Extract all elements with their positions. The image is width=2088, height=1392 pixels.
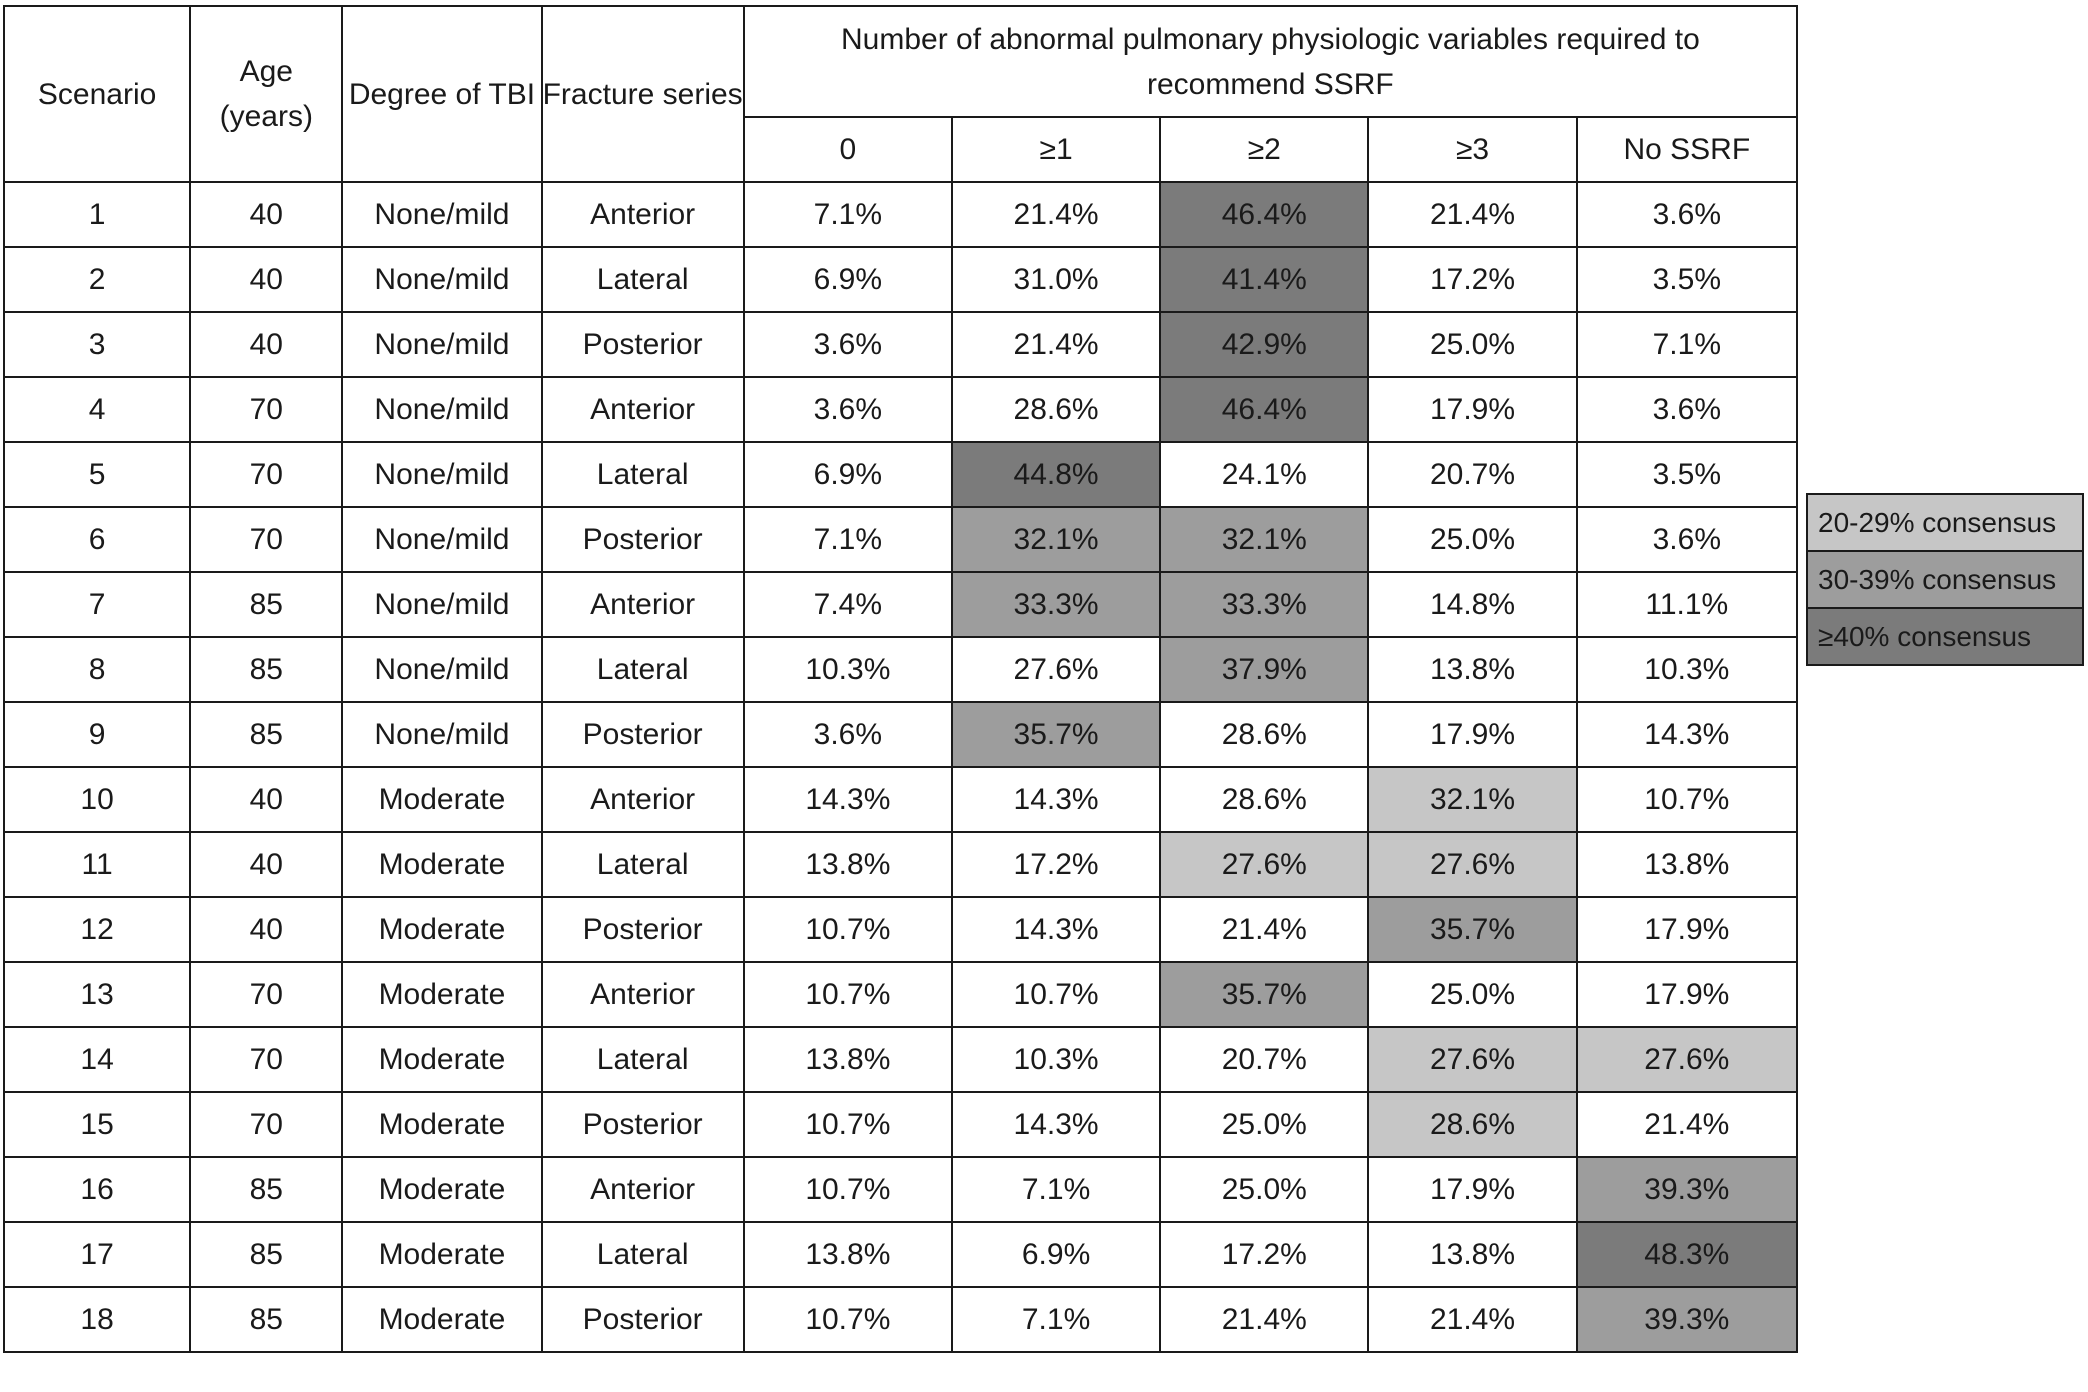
cell-tbi: None/mild [342,247,541,312]
table-row [4,1222,1797,1287]
cell-age: 85 [190,572,342,637]
cell-tbi: None/mild [342,637,541,702]
table-row [4,312,1797,377]
cell-percent: 10.7% [744,1157,952,1222]
legend-item: 20-29% consensus [1807,494,2083,551]
cell-age: 85 [190,702,342,767]
cell-percent: 10.7% [744,1287,952,1352]
cell-scenario: 14 [4,1027,190,1092]
legend-row [1807,608,2083,665]
cell-percent: 17.2% [952,832,1160,897]
table-row [4,1027,1797,1092]
cell-percent: 14.8% [1368,572,1576,637]
cell-age: 85 [190,1157,342,1222]
cell-percent: 10.7% [1577,767,1797,832]
table-row [4,897,1797,962]
cell-percent: 17.9% [1368,702,1576,767]
cell-percent: 7.1% [1577,312,1797,377]
cell-scenario: 18 [4,1287,190,1352]
cell-percent: 13.8% [744,832,952,897]
cell-percent: 13.8% [744,1027,952,1092]
cell-percent: 6.9% [744,247,952,312]
cell-scenario: 5 [4,442,190,507]
cell-scenario: 3 [4,312,190,377]
cell-scenario: 4 [4,377,190,442]
cell-fracture: Anterior [542,182,744,247]
cell-fracture: Posterior [542,312,744,377]
cell-scenario: 15 [4,1092,190,1157]
cell-percent: 25.0% [1368,962,1576,1027]
cell-age: 85 [190,637,342,702]
table-row [4,962,1797,1027]
cell-percent: 3.6% [744,702,952,767]
cell-age: 40 [190,247,342,312]
cell-scenario: 13 [4,962,190,1027]
cell-percent: 33.3% [1160,572,1368,637]
cell-percent: 46.4% [1160,182,1368,247]
header-group: Number of abnormal pulmonary physiologic variables required to recommend SSRF [744,6,1797,117]
table-row [4,1287,1797,1352]
cell-percent: 3.6% [744,312,952,377]
cell-percent: 3.5% [1577,442,1797,507]
cell-percent: 3.6% [1577,182,1797,247]
cell-scenario: 1 [4,182,190,247]
cell-percent: 13.8% [1577,832,1797,897]
table-row [4,702,1797,767]
header-tbi: Degree of TBI [342,6,541,182]
cell-tbi: None/mild [342,572,541,637]
legend [1806,493,2084,666]
cell-percent: 31.0% [952,247,1160,312]
header-scenario: Scenario [4,6,190,182]
cell-percent: 21.4% [952,312,1160,377]
cell-fracture: Lateral [542,637,744,702]
cell-percent: 7.1% [952,1157,1160,1222]
cell-percent: 33.3% [952,572,1160,637]
cell-percent: 10.3% [1577,637,1797,702]
cell-percent: 13.8% [1368,637,1576,702]
cell-age: 70 [190,442,342,507]
cell-fracture: Lateral [542,442,744,507]
cell-percent: 21.4% [1160,897,1368,962]
cell-age: 40 [190,312,342,377]
cell-tbi: Moderate [342,962,541,1027]
cell-percent: 14.3% [952,767,1160,832]
legend-item: ≥40% consensus [1807,608,2083,665]
cell-tbi: Moderate [342,1287,541,1352]
consensus-table [3,5,1798,1353]
cell-percent: 39.3% [1577,1287,1797,1352]
cell-fracture: Lateral [542,1222,744,1287]
cell-percent: 14.3% [744,767,952,832]
cell-percent: 39.3% [1577,1157,1797,1222]
cell-percent: 17.9% [1577,897,1797,962]
cell-percent: 3.5% [1577,247,1797,312]
cell-fracture: Anterior [542,1157,744,1222]
cell-percent: 35.7% [952,702,1160,767]
cell-tbi: None/mild [342,507,541,572]
table-row [4,1092,1797,1157]
cell-percent: 21.4% [1160,1287,1368,1352]
cell-percent: 28.6% [1160,767,1368,832]
cell-percent: 32.1% [952,507,1160,572]
cell-scenario: 8 [4,637,190,702]
table-row [4,832,1797,897]
cell-percent: 25.0% [1368,312,1576,377]
cell-fracture: Anterior [542,377,744,442]
table-row [4,507,1797,572]
cell-percent: 25.0% [1368,507,1576,572]
cell-percent: 6.9% [952,1222,1160,1287]
cell-scenario: 10 [4,767,190,832]
cell-percent: 3.6% [1577,507,1797,572]
cell-percent: 11.1% [1577,572,1797,637]
cell-percent: 13.8% [744,1222,952,1287]
cell-percent: 42.9% [1160,312,1368,377]
table-row [4,767,1797,832]
cell-age: 40 [190,767,342,832]
cell-percent: 17.9% [1368,1157,1576,1222]
cell-fracture: Anterior [542,962,744,1027]
cell-percent: 10.7% [744,962,952,1027]
cell-tbi: None/mild [342,442,541,507]
cell-tbi: None/mild [342,702,541,767]
table-body [4,182,1797,1352]
cell-percent: 14.3% [1577,702,1797,767]
cell-fracture: Posterior [542,507,744,572]
cell-age: 70 [190,1027,342,1092]
header-sub-4: No SSRF [1577,117,1797,182]
cell-percent: 46.4% [1160,377,1368,442]
cell-percent: 27.6% [952,637,1160,702]
cell-percent: 17.2% [1160,1222,1368,1287]
header-fracture: Fracture series [542,6,744,182]
cell-percent: 32.1% [1160,507,1368,572]
cell-percent: 35.7% [1160,962,1368,1027]
cell-percent: 20.7% [1160,1027,1368,1092]
cell-tbi: Moderate [342,832,541,897]
cell-fracture: Anterior [542,767,744,832]
cell-fracture: Posterior [542,1092,744,1157]
cell-percent: 7.4% [744,572,952,637]
cell-fracture: Lateral [542,832,744,897]
cell-percent: 13.8% [1368,1222,1576,1287]
cell-scenario: 2 [4,247,190,312]
cell-scenario: 9 [4,702,190,767]
cell-percent: 20.7% [1368,442,1576,507]
cell-percent: 17.9% [1368,377,1576,442]
legend-row [1807,494,2083,551]
cell-percent: 21.4% [1368,1287,1576,1352]
cell-percent: 24.1% [1160,442,1368,507]
cell-tbi: Moderate [342,767,541,832]
cell-percent: 7.1% [952,1287,1160,1352]
cell-scenario: 12 [4,897,190,962]
header-sub-0: 0 [744,117,952,182]
cell-percent: 7.1% [744,182,952,247]
cell-percent: 41.4% [1160,247,1368,312]
table-row [4,377,1797,442]
table-row [4,572,1797,637]
cell-scenario: 16 [4,1157,190,1222]
cell-percent: 10.7% [744,1092,952,1157]
header-sub-3: ≥3 [1368,117,1576,182]
cell-percent: 17.2% [1368,247,1576,312]
cell-scenario: 11 [4,832,190,897]
cell-percent: 17.9% [1577,962,1797,1027]
cell-scenario: 7 [4,572,190,637]
cell-percent: 44.8% [952,442,1160,507]
cell-percent: 10.3% [952,1027,1160,1092]
cell-percent: 27.6% [1368,1027,1576,1092]
legend-row [1807,551,2083,608]
cell-age: 70 [190,1092,342,1157]
header-age: Age (years) [190,6,342,182]
cell-percent: 3.6% [1577,377,1797,442]
cell-fracture: Posterior [542,897,744,962]
cell-percent: 28.6% [952,377,1160,442]
cell-tbi: None/mild [342,312,541,377]
cell-percent: 6.9% [744,442,952,507]
cell-percent: 25.0% [1160,1157,1368,1222]
cell-age: 40 [190,897,342,962]
cell-percent: 27.6% [1368,832,1576,897]
cell-percent: 28.6% [1160,702,1368,767]
cell-percent: 10.7% [952,962,1160,1027]
table-row [4,637,1797,702]
cell-percent: 21.4% [1577,1092,1797,1157]
cell-percent: 3.6% [744,377,952,442]
cell-percent: 21.4% [952,182,1160,247]
cell-tbi: None/mild [342,377,541,442]
table-row [4,1157,1797,1222]
cell-tbi: Moderate [342,1157,541,1222]
cell-fracture: Posterior [542,702,744,767]
cell-percent: 14.3% [952,1092,1160,1157]
cell-percent: 10.7% [744,897,952,962]
cell-percent: 48.3% [1577,1222,1797,1287]
cell-percent: 28.6% [1368,1092,1576,1157]
cell-fracture: Lateral [542,247,744,312]
table-row [4,247,1797,312]
legend-body [1807,494,2083,665]
cell-age: 70 [190,377,342,442]
cell-fracture: Posterior [542,1287,744,1352]
cell-percent: 21.4% [1368,182,1576,247]
cell-fracture: Anterior [542,572,744,637]
cell-percent: 27.6% [1577,1027,1797,1092]
cell-tbi: Moderate [342,1222,541,1287]
cell-age: 70 [190,507,342,572]
cell-fracture: Lateral [542,1027,744,1092]
cell-age: 40 [190,182,342,247]
cell-percent: 35.7% [1368,897,1576,962]
cell-percent: 25.0% [1160,1092,1368,1157]
header-sub-1: ≥1 [952,117,1160,182]
cell-age: 85 [190,1287,342,1352]
cell-age: 70 [190,962,342,1027]
cell-tbi: Moderate [342,897,541,962]
cell-tbi: None/mild [342,182,541,247]
header-sub-2: ≥2 [1160,117,1368,182]
cell-percent: 14.3% [952,897,1160,962]
cell-percent: 10.3% [744,637,952,702]
table-row [4,442,1797,507]
cell-percent: 27.6% [1160,832,1368,897]
cell-percent: 32.1% [1368,767,1576,832]
cell-percent: 7.1% [744,507,952,572]
cell-age: 85 [190,1222,342,1287]
table-row [4,182,1797,247]
legend-item: 30-39% consensus [1807,551,2083,608]
cell-age: 40 [190,832,342,897]
cell-percent: 37.9% [1160,637,1368,702]
cell-scenario: 17 [4,1222,190,1287]
cell-tbi: Moderate [342,1092,541,1157]
cell-tbi: Moderate [342,1027,541,1092]
cell-scenario: 6 [4,507,190,572]
